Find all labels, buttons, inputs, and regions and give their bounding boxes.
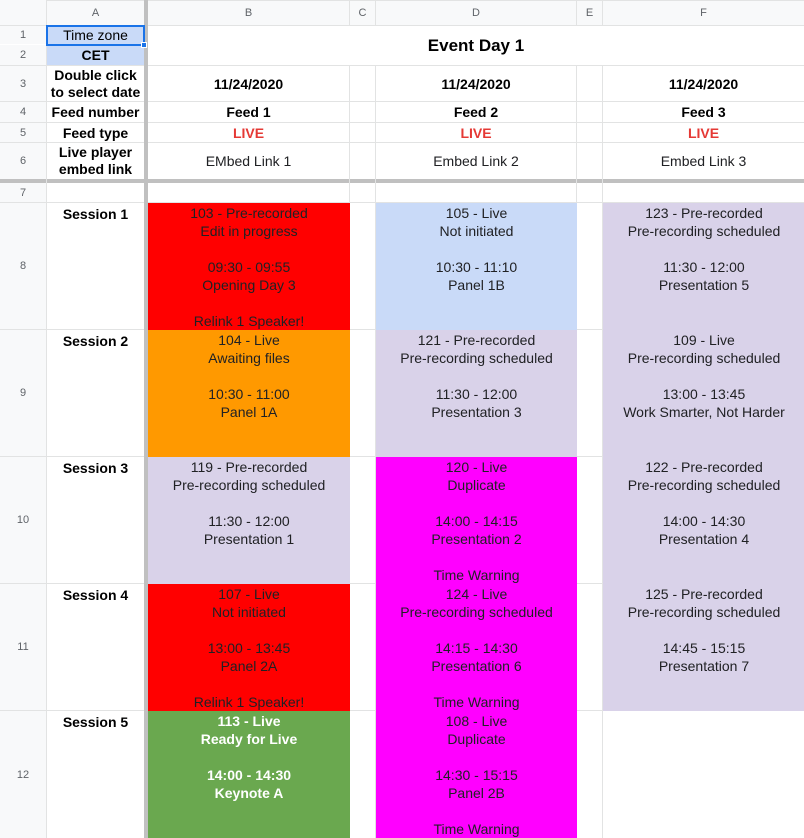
feed-3-date[interactable]: 11/24/2020 xyxy=(668,75,739,92)
event-line: Work Smarter, Not Harder xyxy=(623,404,785,420)
event-cell[interactable] xyxy=(148,457,350,584)
event-line xyxy=(148,367,350,385)
cell-time-zone-label[interactable]: Time zone xyxy=(47,26,144,44)
cell-feed-number-label[interactable]: Feed number xyxy=(51,104,140,120)
row-header-4[interactable]: 4 xyxy=(0,102,46,122)
event-line: Pre-recording scheduled xyxy=(400,350,553,366)
session-2-label[interactable]: Session 2 xyxy=(62,333,129,349)
event-line xyxy=(148,675,350,693)
date-label-line-2: to select date xyxy=(50,83,141,100)
event-line: 14:00 - 14:15 xyxy=(435,513,518,529)
event-line: 107 - Live xyxy=(218,586,280,602)
event-line: Pre-recording scheduled xyxy=(627,350,781,366)
event-line: Duplicate xyxy=(447,477,506,493)
session-3-label[interactable]: Session 3 xyxy=(62,460,129,476)
cell-date-label[interactable] xyxy=(47,66,144,101)
event-line: 11:30 - 12:00 xyxy=(208,513,290,529)
event-line xyxy=(603,240,804,258)
event-line: 119 - Pre-recorded xyxy=(190,459,308,475)
cell-timezone-value[interactable]: CET xyxy=(47,45,144,65)
feed-3-type[interactable]: LIVE xyxy=(687,124,720,141)
event-title[interactable]: Event Day 1 xyxy=(148,26,804,65)
event-line: 120 - Live xyxy=(445,459,508,475)
event-line xyxy=(148,294,350,312)
event-line: 14:15 - 14:30 xyxy=(435,640,518,656)
row-header-3[interactable]: 3 xyxy=(0,66,46,101)
event-cell[interactable] xyxy=(148,711,350,838)
event-line: 10:30 - 11:00 xyxy=(208,386,290,402)
event-line: Keynote A xyxy=(214,785,284,801)
event-line: Relink 1 Speaker! xyxy=(193,313,305,329)
event-line: 124 - Live xyxy=(445,586,508,602)
event-line xyxy=(376,367,577,385)
event-line: Presentation 2 xyxy=(431,531,522,547)
event-line: Presentation 4 xyxy=(658,531,750,547)
row-header-11[interactable]: 11 xyxy=(0,584,46,710)
cell-selection-outline xyxy=(46,25,145,46)
event-line: Time Warning xyxy=(433,694,520,710)
event-line xyxy=(376,494,577,512)
column-header-e[interactable]: E xyxy=(577,1,602,25)
event-line: 103 - Pre-recorded xyxy=(190,205,308,221)
event-line xyxy=(148,494,350,512)
event-line: 104 - Live xyxy=(218,332,280,348)
event-line: 13:00 - 13:45 xyxy=(207,640,291,656)
event-line: 123 - Pre-recorded xyxy=(645,205,763,221)
event-line: Relink 1 Speaker! xyxy=(193,694,305,710)
event-line: 125 - Pre-recorded xyxy=(645,586,763,602)
event-cell[interactable] xyxy=(603,203,804,330)
event-line: Pre-recording scheduled xyxy=(172,477,326,493)
feed-1-date[interactable]: 11/24/2020 xyxy=(213,75,284,92)
event-line: Pre-recording scheduled xyxy=(627,477,781,493)
event-line: Awaiting files xyxy=(208,350,290,366)
event-line: 10:30 - 11:10 xyxy=(435,259,518,275)
feed-1-type[interactable]: LIVE xyxy=(232,124,265,141)
event-line: 14:00 - 14:30 xyxy=(206,767,292,783)
event-line xyxy=(603,621,804,639)
event-line: 09:30 - 09:55 xyxy=(207,259,291,275)
feed-2-type[interactable]: LIVE xyxy=(460,124,492,141)
session-5-label[interactable]: Session 5 xyxy=(62,714,129,730)
event-line xyxy=(376,802,577,820)
event-line: Edit in progress xyxy=(200,223,298,239)
event-line: 13:00 - 13:45 xyxy=(662,386,746,402)
player-label-line-2: embed link xyxy=(58,161,133,177)
event-line xyxy=(376,675,577,693)
event-line xyxy=(603,367,804,385)
event-line: Presentation 5 xyxy=(658,277,750,293)
event-cell[interactable] xyxy=(376,457,577,584)
event-line xyxy=(148,748,350,766)
event-line: Pre-recording scheduled xyxy=(627,604,781,620)
feed-2-date[interactable]: 11/24/2020 xyxy=(441,75,511,92)
event-line: Duplicate xyxy=(447,731,506,747)
event-line xyxy=(603,494,804,512)
cell-player-label[interactable] xyxy=(47,143,144,179)
event-line: 14:30 - 15:15 xyxy=(435,767,518,783)
event-cell[interactable] xyxy=(376,584,577,711)
feed-1-embed-link[interactable]: EMbed Link 1 xyxy=(205,153,292,169)
feed-3-name[interactable]: Feed 3 xyxy=(681,104,726,120)
session-1-label[interactable]: Session 1 xyxy=(62,206,129,222)
event-line: 108 - Live xyxy=(445,713,508,729)
feed-2-embed-link[interactable]: Embed Link 2 xyxy=(433,153,519,169)
date-label-line-1: Double click xyxy=(54,66,137,83)
event-cell[interactable] xyxy=(376,203,577,330)
event-line: Not initiated xyxy=(439,223,514,239)
event-line: Presentation 1 xyxy=(203,531,295,547)
event-line: 122 - Pre-recorded xyxy=(645,459,763,475)
row-header-6[interactable]: 6 xyxy=(0,143,46,179)
event-line: Opening Day 3 xyxy=(202,277,296,293)
column-header-d[interactable]: D xyxy=(376,1,576,25)
event-line: Time Warning xyxy=(433,567,520,583)
event-cell[interactable] xyxy=(148,584,350,711)
event-line: 11:30 - 12:00 xyxy=(435,386,518,402)
event-cell[interactable] xyxy=(603,330,804,457)
feed-2-name[interactable]: Feed 2 xyxy=(453,104,499,120)
row-header-7[interactable]: 7 xyxy=(0,183,46,202)
session-4-label[interactable]: Session 4 xyxy=(62,587,129,603)
event-line xyxy=(376,748,577,766)
event-cell[interactable] xyxy=(376,330,577,457)
event-line: Pre-recording scheduled xyxy=(400,604,553,620)
column-header-f[interactable]: F xyxy=(603,1,804,25)
column-header-b[interactable]: B xyxy=(148,1,349,25)
row-header-2[interactable]: 2 xyxy=(0,45,46,65)
event-line xyxy=(148,240,350,258)
event-line: Panel 1B xyxy=(448,277,505,293)
event-line: 109 - Live xyxy=(673,332,735,348)
event-line: 14:00 - 14:30 xyxy=(662,513,746,529)
player-label-line-1: Live player xyxy=(58,144,133,160)
event-line: 105 - Live xyxy=(445,205,508,221)
event-line: 113 - Live xyxy=(217,713,281,729)
event-line: Presentation 3 xyxy=(431,404,522,420)
event-line: Ready for Live xyxy=(200,731,298,747)
feed-1-name[interactable]: Feed 1 xyxy=(226,104,271,120)
event-line: Panel 2A xyxy=(220,658,278,674)
event-line xyxy=(376,548,577,566)
column-header-a[interactable]: A xyxy=(47,1,144,25)
event-line: 121 - Pre-recorded xyxy=(417,332,536,348)
cell-feed-type-label[interactable]: Feed type xyxy=(62,124,129,141)
event-cell[interactable] xyxy=(148,203,350,330)
row-header-1[interactable]: 1 xyxy=(0,26,46,44)
event-line: Not initiated xyxy=(212,604,286,620)
event-line: 14:45 - 15:15 xyxy=(662,640,746,656)
event-line: Panel 1A xyxy=(220,404,278,420)
event-cell[interactable] xyxy=(603,584,804,711)
row-header-9[interactable]: 9 xyxy=(0,330,46,456)
event-line xyxy=(148,621,350,639)
event-cell[interactable] xyxy=(148,330,350,457)
event-cell[interactable] xyxy=(603,457,804,584)
event-line: Time Warning xyxy=(433,821,520,837)
row-header-10[interactable]: 10 xyxy=(0,457,46,583)
event-line: Pre-recording scheduled xyxy=(627,223,781,239)
row-header-5[interactable]: 5 xyxy=(0,123,46,142)
event-line: Presentation 6 xyxy=(431,658,522,674)
feed-3-embed-link[interactable]: Embed Link 3 xyxy=(660,153,747,169)
event-line: Panel 2B xyxy=(448,785,505,801)
event-line: Presentation 7 xyxy=(658,658,750,674)
column-header-c[interactable]: C xyxy=(350,1,375,25)
event-line xyxy=(376,240,577,258)
event-cell[interactable] xyxy=(376,711,577,838)
selection-fill-handle[interactable] xyxy=(141,42,147,48)
corner-select-all[interactable] xyxy=(0,0,46,25)
event-line xyxy=(376,621,577,639)
event-line: 11:30 - 12:00 xyxy=(663,259,745,275)
row-header-12[interactable]: 12 xyxy=(0,711,46,838)
row-header-8[interactable]: 8 xyxy=(0,203,46,329)
